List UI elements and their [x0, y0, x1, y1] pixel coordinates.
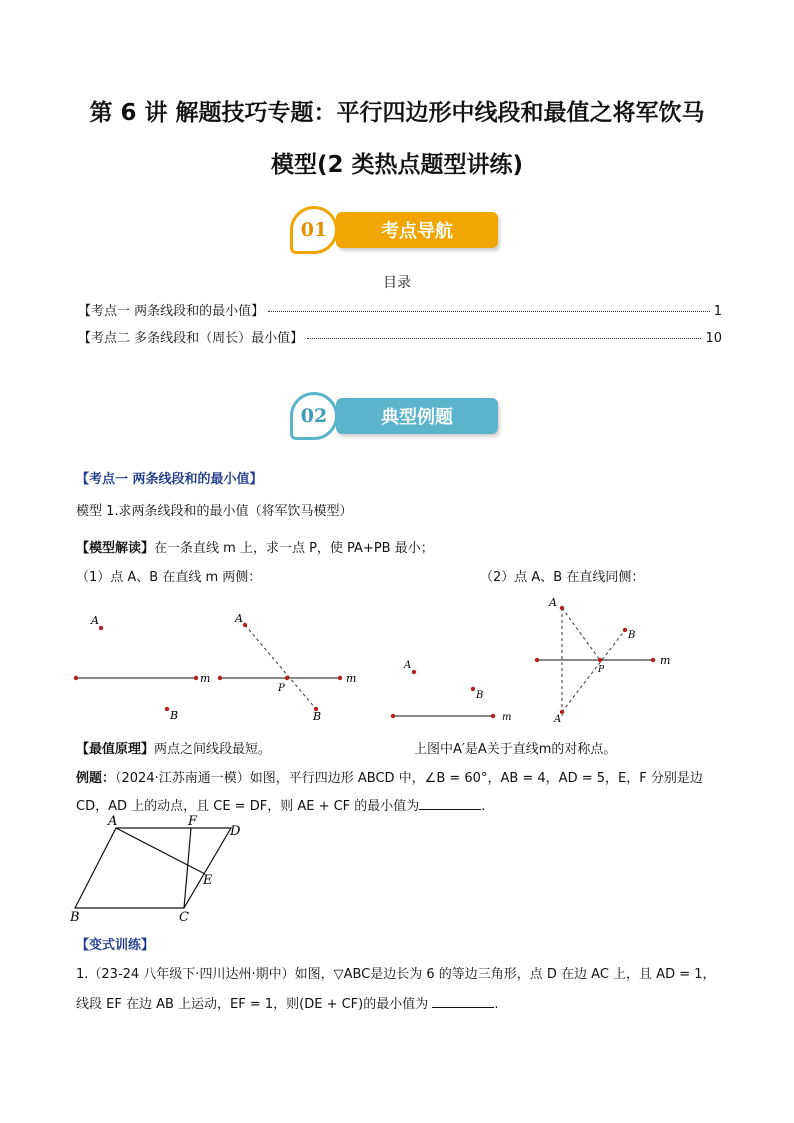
fig4-label-A: A	[549, 596, 557, 609]
toc-item-2[interactable]	[78, 327, 722, 346]
fig4-label-A-prime: A′	[554, 714, 564, 725]
toc-leader-dots	[268, 311, 710, 312]
example-line1	[76, 767, 703, 786]
toc-leader-dots	[307, 338, 701, 339]
fig2-label-P: P	[278, 683, 285, 694]
para-label-E: E	[203, 873, 213, 888]
fig3-label-A: A	[404, 660, 412, 671]
toc-item-1-page: 1	[713, 304, 722, 319]
figure-opposite-sides-after	[218, 612, 357, 723]
figure-opposite-sides-before	[74, 614, 211, 722]
page-title-line1: 第 6 讲 解题技巧专题：平行四边形中线段和最值之将军饮马	[89, 100, 705, 126]
practice-line2	[76, 993, 499, 1012]
fig4-label-P: P	[598, 665, 605, 675]
example-line2-end: .	[481, 799, 486, 814]
toc-item-2-label: 【考点二 多条线段和（周长）最小值】	[78, 331, 304, 346]
toc-item-1[interactable]	[78, 300, 722, 319]
fig3-label-m: m	[502, 712, 512, 723]
fig2-label-m: m	[346, 672, 357, 685]
principle-label: 【最值原理】	[76, 742, 155, 757]
practice-text-2: 线段 EF 在边 AB 上运动，EF = 1，则(DE + CF)的最小值为	[76, 997, 429, 1012]
model-figures	[0, 590, 794, 730]
practice-line2-end: .	[494, 997, 499, 1012]
symmetric-note: 上图中A′是A关于直线m的对称点。	[414, 742, 617, 757]
badge-examples-number: 02	[290, 392, 338, 440]
practice-answer-blank[interactable]	[432, 995, 494, 1008]
badge-examples-label: 典型例题	[336, 398, 498, 434]
case2-text: （2）点 A、B 在直线同侧：	[480, 570, 645, 585]
para-label-A: A	[108, 814, 118, 829]
answer-blank[interactable]	[419, 797, 481, 810]
para-label-D: D	[230, 824, 241, 839]
fig2-label-B: B	[313, 710, 322, 723]
badge-navigation-label: 考点导航	[336, 212, 498, 248]
section1-heading: 【考点一 两条线段和的最小值】	[76, 472, 263, 487]
para-label-B: B	[70, 910, 80, 925]
practice-heading: 【变式训练】	[76, 938, 155, 953]
badge-navigation-number: 01	[290, 206, 338, 254]
example-label: 例题：	[76, 771, 116, 786]
principle-text: 两点之间线段最短。	[154, 742, 272, 757]
fig3-label-B: B	[476, 690, 484, 701]
model-explain	[76, 537, 434, 556]
figure-same-side-after	[535, 596, 671, 725]
fig1-label-A: A	[91, 614, 99, 627]
fig1-label-m: m	[200, 672, 211, 685]
example-text-1: （2024·江苏南通一模）如图，平行四边形 ABCD 中，∠B = 60°，AB = 4，AD = 5，E，F 分别是边	[115, 771, 703, 786]
toc-item-1-label: 【考点一 两条线段和的最小值】	[78, 304, 265, 319]
model-title: 模型 1.求两条线段和的最小值（将军饮马模型）	[76, 504, 353, 519]
fig4-label-m: m	[660, 654, 671, 667]
fig1-label-B: B	[170, 709, 179, 722]
page-title-line2: 模型(2 类热点题型讲练)	[270, 152, 524, 178]
parallelogram-figure	[60, 812, 260, 927]
toc-title: 目录	[383, 275, 411, 291]
model-explain-label: 【模型解读】	[76, 541, 155, 556]
fig4-label-B: B	[628, 630, 636, 641]
para-label-C: C	[179, 910, 189, 925]
model-explain-text: 在一条直线 m 上，求一点 P，使 PA+PB 最小；	[154, 541, 434, 556]
figure-same-side-before	[391, 660, 512, 723]
practice-line1: 1.（23-24 八年级下·四川达州·期中）如图，▽ABC是边长为 6 的等边三角形，点 D 在边 AC 上，且 AD = 1，	[76, 967, 716, 982]
toc-item-2-page: 10	[705, 331, 722, 346]
case1-text: （1）点 A、B 在直线 m 两侧：	[76, 570, 262, 585]
fig2-label-A: A	[235, 612, 243, 625]
principle	[76, 738, 271, 757]
example-text-2: CD，AD 上的动点，且 CE = DF，则 AE + CF 的最小值为	[76, 799, 420, 814]
para-label-F: F	[188, 814, 198, 829]
